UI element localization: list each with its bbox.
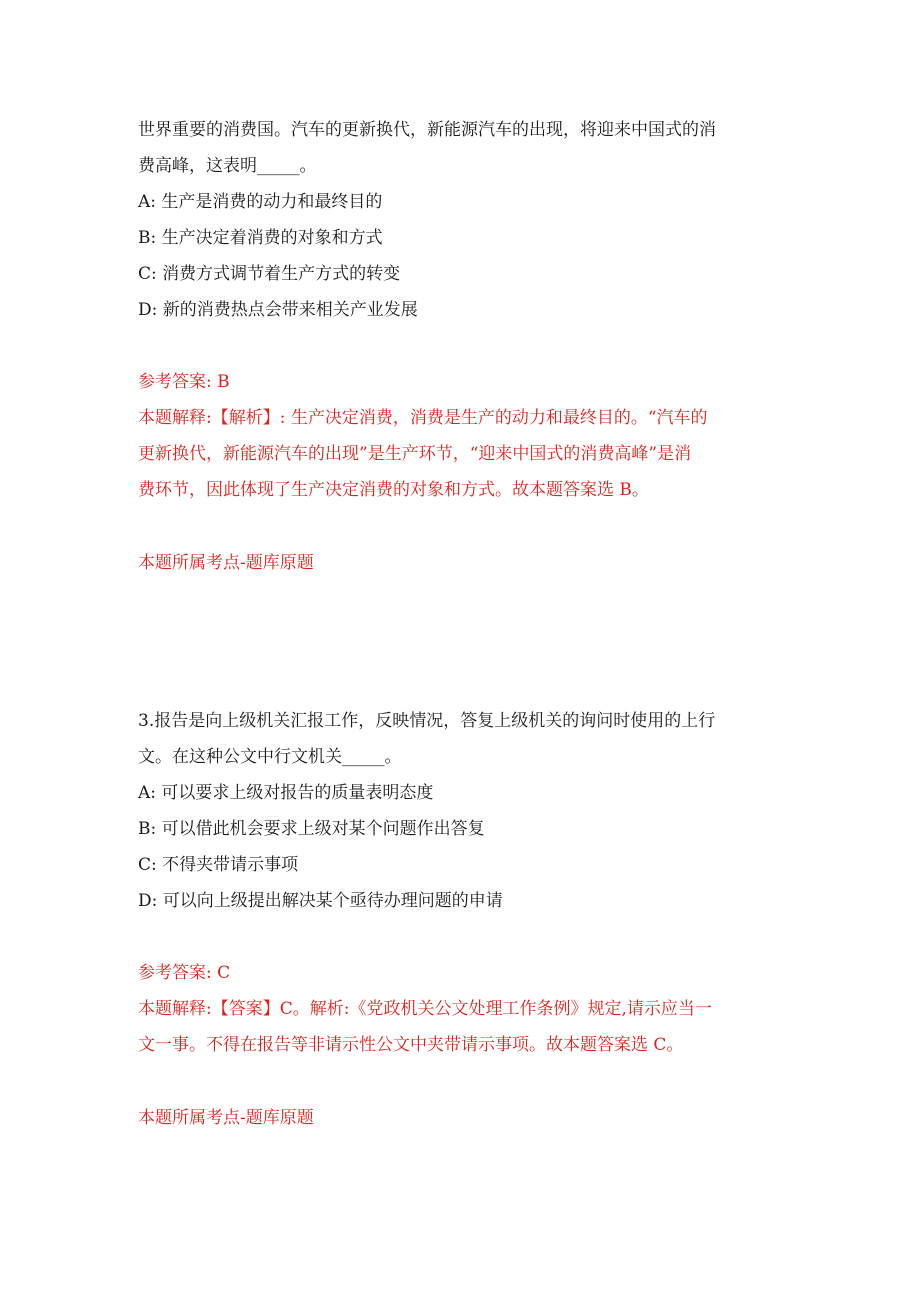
question-3-option-c: C: 不得夹带请示事项: [138, 855, 299, 875]
question-3-explanation-line-2: 文一事。不得在报告等非请示性公文中夹带请示事项。故本题答案选 C。: [138, 1035, 684, 1055]
question-2-explanation-line-1: 本题解释:【解析】: 生产决定消费，消费是生产的动力和最终目的。“汽车的: [138, 408, 708, 428]
question-2-stem-line-2: 费高峰，这表明_____。: [138, 156, 317, 176]
question-2-option-c: C: 消费方式调节着生产方式的转变: [138, 264, 401, 284]
question-3-option-d: D: 可以向上级提出解决某个亟待办理问题的申请: [138, 891, 503, 911]
question-3-option-a: A: 可以要求上级对报告的质量表明态度: [138, 783, 434, 803]
question-2-option-b: B: 生产决定着消费的对象和方式: [138, 228, 383, 248]
question-3-topic: 本题所属考点-题库原题: [138, 1108, 314, 1128]
question-2-explanation-line-2: 更新换代，新能源汽车的出现”是生产环节，“迎来中国式的消费高峰”是消: [138, 444, 692, 464]
question-2-option-a: A: 生产是消费的动力和最终目的: [138, 192, 383, 212]
question-3-explanation-line-1: 本题解释:【答案】C。解析:《党政机关公文处理工作条例》规定,请示应当一: [138, 999, 712, 1019]
question-3-stem-line-2: 文。在这种公文中行文机关_____。: [138, 747, 402, 767]
question-3-option-b: B: 可以借此机会要求上级对某个问题作出答复: [138, 819, 485, 839]
question-2-option-d: D: 新的消费热点会带来相关产业发展: [138, 300, 418, 320]
question-2-explanation-line-3: 费环节，因此体现了生产决定消费的对象和方式。故本题答案选 B。: [138, 480, 649, 500]
question-2-answer: 参考答案: B: [138, 372, 230, 392]
question-2-topic: 本题所属考点-题库原题: [138, 553, 314, 573]
question-3-stem-line-1: 3.报告是向上级机关汇报工作，反映情况，答复上级机关的询问时使用的上行: [138, 711, 716, 731]
question-3-answer: 参考答案: C: [138, 963, 231, 983]
question-2-stem-line-1: 世界重要的消费国。汽车的更新换代，新能源汽车的出现，将迎来中国式的消: [138, 120, 716, 140]
